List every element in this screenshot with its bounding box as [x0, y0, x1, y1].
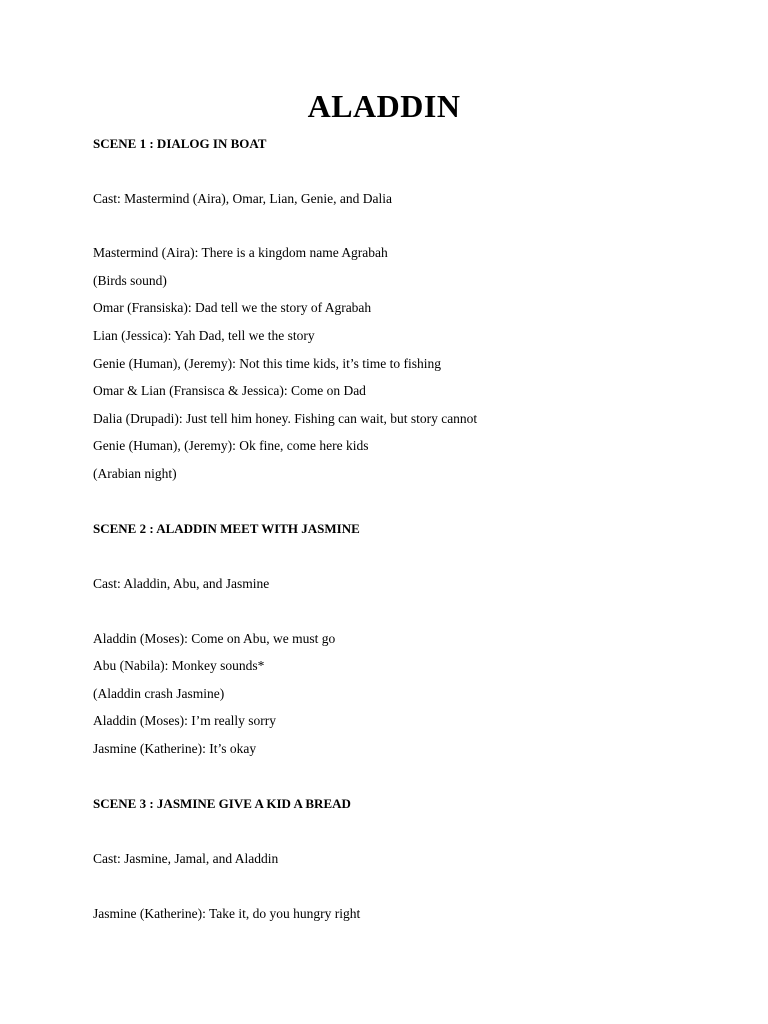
- dialog-line: Mastermind (Aira): There is a kingdom name Agrabah: [93, 245, 388, 260]
- dialog-line: Dalia (Drupadi): Just tell him honey. Fishing can wait, but story cannot: [93, 411, 478, 426]
- dialog-line: Omar (Fransiska): Dad tell we the story of Agrabah: [93, 300, 372, 315]
- dialog-line: Jasmine (Katherine): It’s okay: [93, 741, 257, 756]
- dialog-line: Omar & Lian (Fransisca & Jessica): Come on Dad: [93, 383, 366, 398]
- dialog-line: Genie (Human), (Jeremy): Ok fine, come here kids: [93, 438, 369, 453]
- scene-2-heading: SCENE 2 : ALADDIN MEET WITH JASMINE: [93, 521, 360, 536]
- dialog-line: (Arabian night): [93, 466, 177, 481]
- scene-1-cast: Cast: Mastermind (Aira), Omar, Lian, Genie, and Dalia: [93, 191, 392, 206]
- dialog-line: (Birds sound): [93, 273, 167, 288]
- dialog-line: Genie (Human), (Jeremy): Not this time kids, it’s time to fishing: [93, 356, 441, 371]
- dialog-line: (Aladdin crash Jasmine): [93, 686, 225, 701]
- scene-3-cast: Cast: Jasmine, Jamal, and Aladdin: [93, 851, 279, 866]
- dialog-line: Aladdin (Moses): I’m really sorry: [93, 713, 276, 728]
- dialog-line: Jasmine (Katherine): Take it, do you hungry right: [93, 906, 361, 921]
- scene-2-cast: Cast: Aladdin, Abu, and Jasmine: [93, 576, 270, 591]
- dialog-line: Abu (Nabila): Monkey sounds*: [93, 658, 265, 673]
- document-title: ALADDIN: [307, 88, 461, 124]
- scene-1-heading: SCENE 1 : DIALOG IN BOAT: [93, 136, 267, 151]
- scene-3-heading: SCENE 3 : JASMINE GIVE A KID A BREAD: [93, 796, 351, 811]
- dialog-line: Lian (Jessica): Yah Dad, tell we the story: [93, 328, 315, 343]
- dialog-line: Aladdin (Moses): Come on Abu, we must go: [93, 631, 336, 646]
